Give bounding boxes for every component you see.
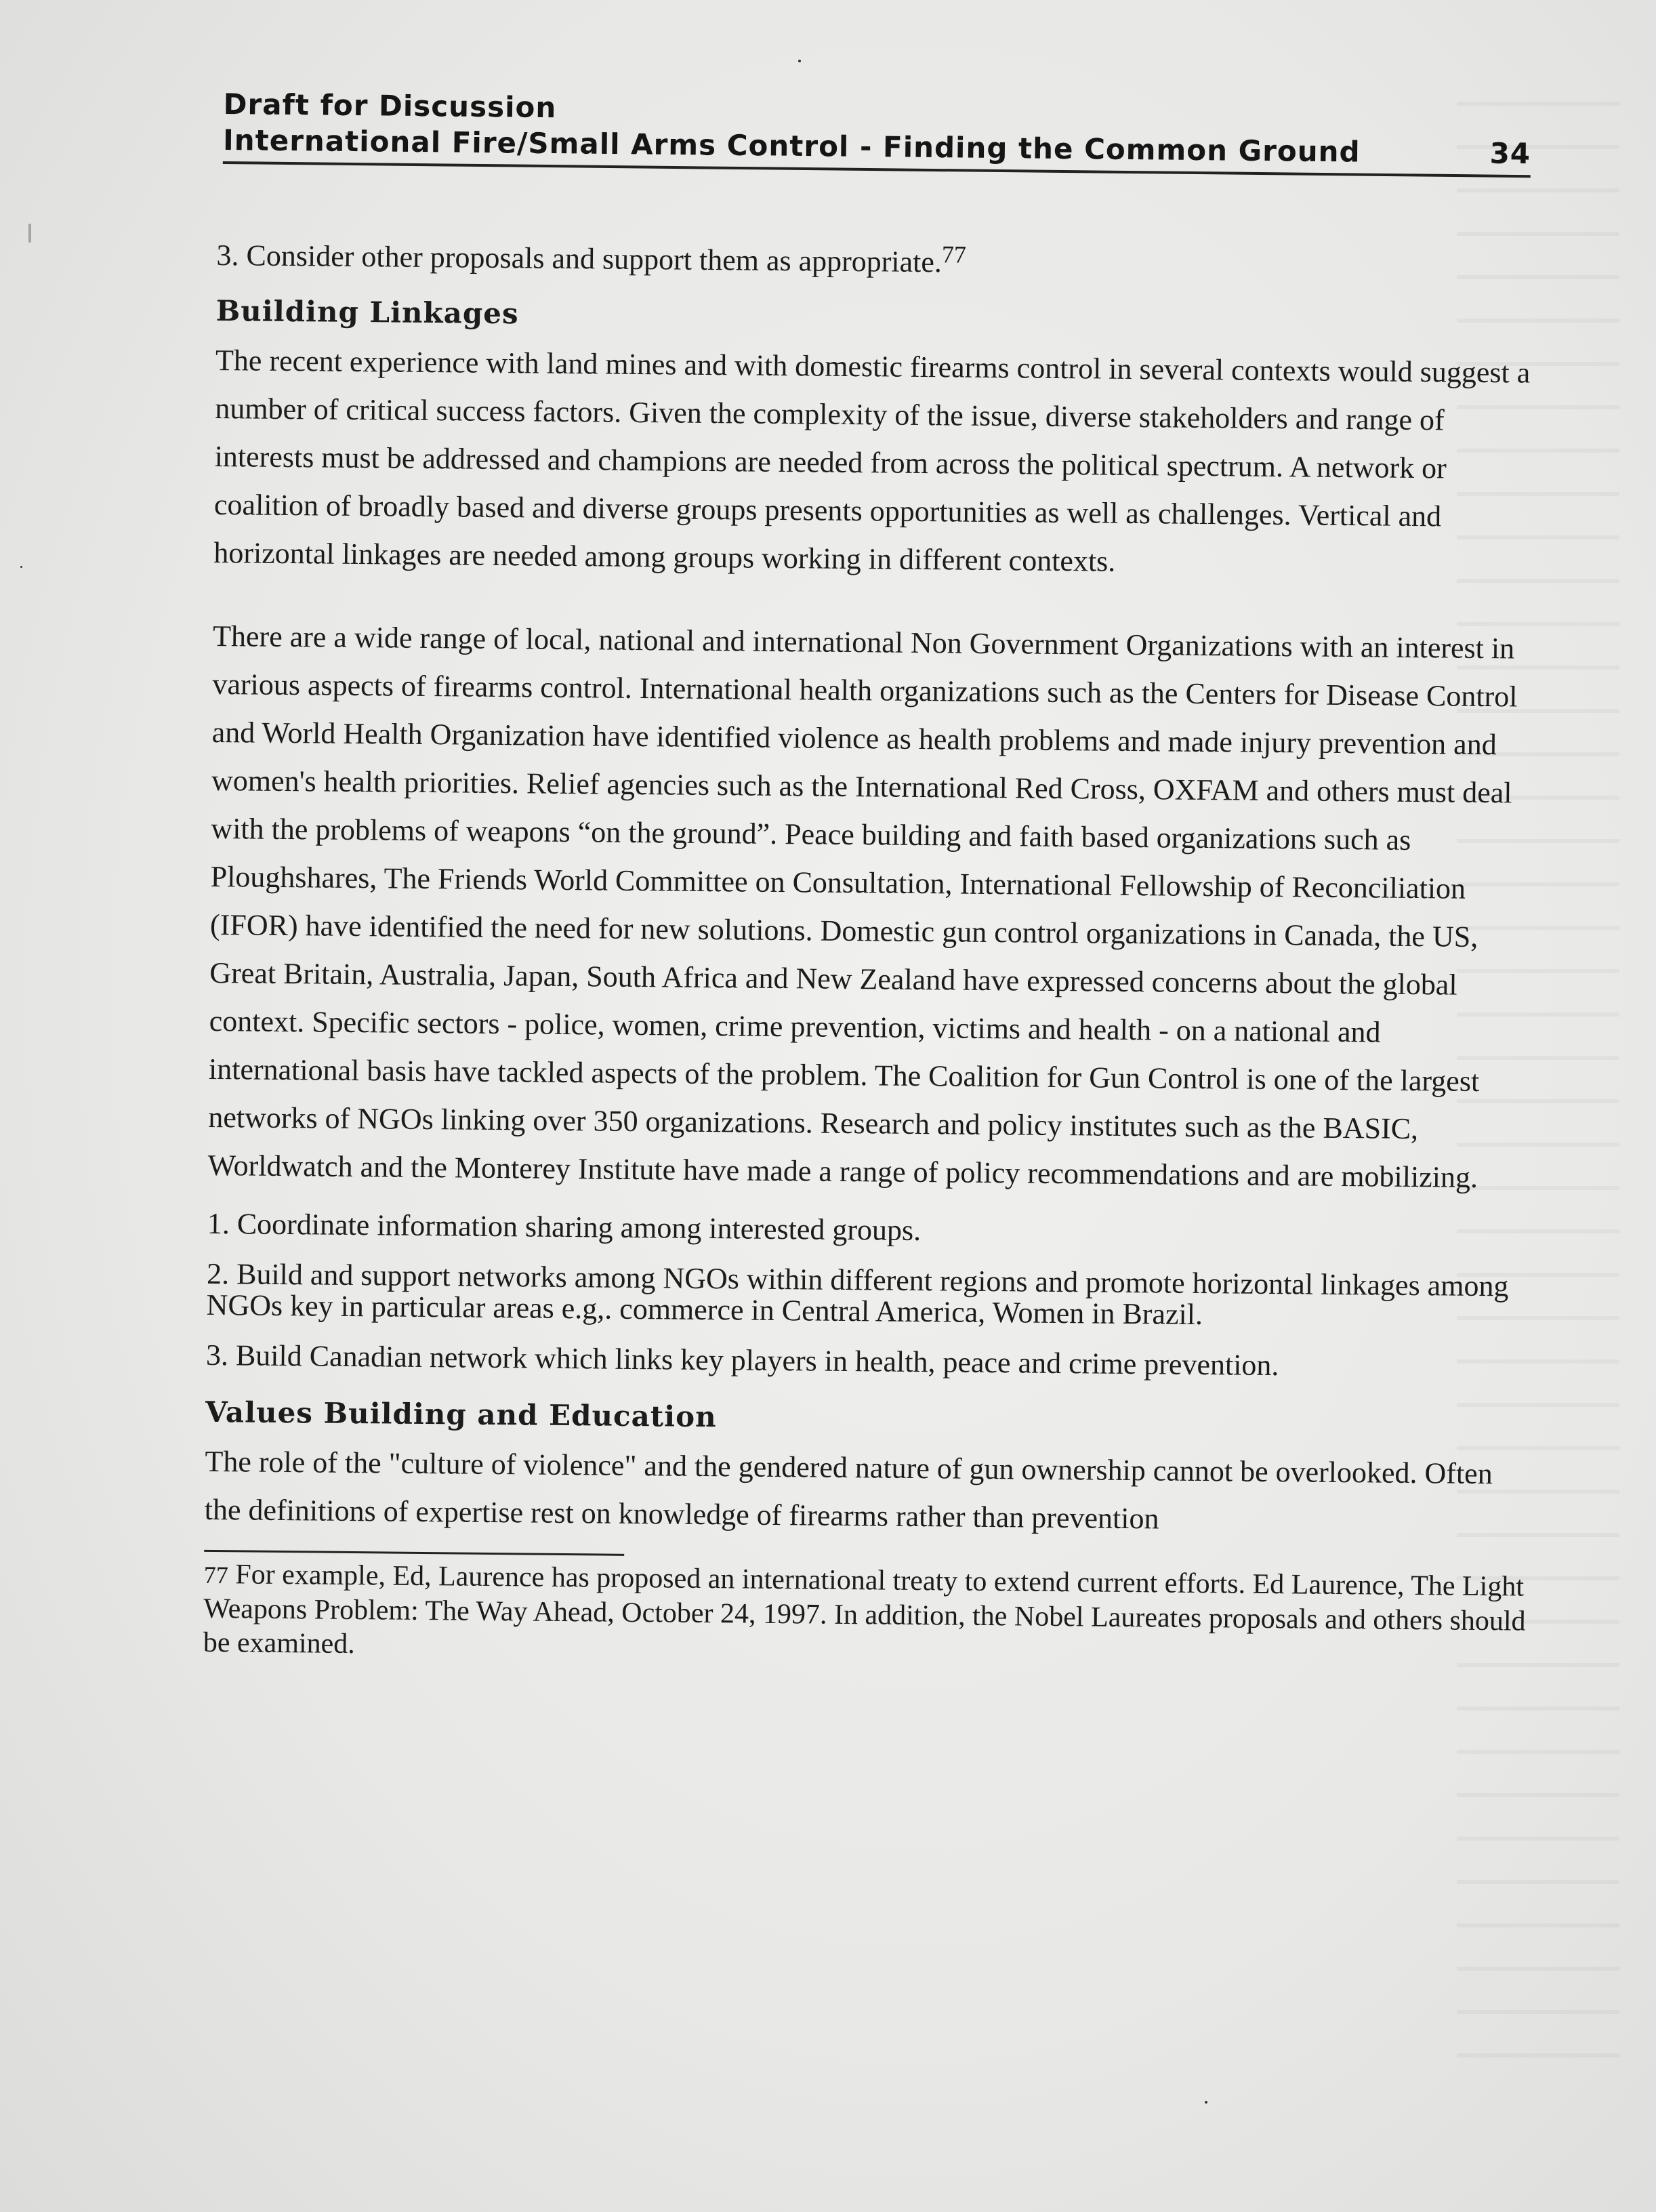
page-number: 34 [1489,136,1531,171]
scan-speck [28,224,31,243]
section-heading-values-building: Values Building and Education [205,1395,717,1434]
scan-speck [798,60,801,62]
footnote-text: For example, Ed, Laurence has proposed an international treaty to extend current efforts. Ed Laurence, The Light Weapons Problem: The Way Ahead, October 24, 1997. In addition, the Nobel Laureates proposals and others should be examined. [203,1559,1526,1660]
footnote-rule [204,1550,624,1556]
paragraph-critical-success-factors: The recent experience with land mines and with domestic firearms control in several contexts would suggest a number of critical success factors. Given the complexity of the issue, diverse stakeholders and range of interests must be addressed and champions are needed from across the political spectrum. A network or coalition of broadly based and diverse groups presents opportunities as well as challenges. Vertical and horizontal linkages are needed among groups working in different contexts. [213,343,1531,578]
footnote [203,1557,1532,1673]
scan-speck [20,566,22,568]
document-body [203,224,1545,1673]
consider-proposals-item [216,224,1545,292]
page-header [223,85,1531,178]
list-item: 2. Build and support networks among NGOs within different regions and promote horizontal linkages among NGOs key in particular areas e.g,. commerce in Central America, Women in Brazil. [206,1256,1509,1332]
header-draft-label: Draft for Discussion [223,87,557,125]
consider-proposals-text: 3. Consider other proposals and support them as appropriate. [216,238,943,279]
section-heading-building-linkages: Building Linkages [215,293,519,331]
scan-speck [1205,2101,1207,2104]
header-title: International Fire/Small Arms Control - Finding the Common Ground [222,123,1361,169]
footnote-number: 77 [203,1561,229,1589]
paragraph-ngo-landscape: There are a wide range of local, national and international Non Government Organizations with an interest in various aspects of firearms control. International health organizations such as the Centers for Disease Control and World Health Organization have identified violence as health problems and made injury prevention and women's health priorities. Relief agencies such as the International Red Cross, OXFAM and others must deal with the problems of weapons “on the ground”. Peace building and faith based organizations such as Ploughshares, The Friends World Committee on Consultation, International Fellowship of Reconciliation (IFOR) have identified the need for new solutions. Domestic gun control organizations in Canada, the US, Great Britain, Australia, Japan, South Africa and New Zealand have expressed concerns about the global context. Specific sectors - police, women, crime prevention, victims and health - on a national and international basis have tackled aspects of the problem. The Coalition for Gun Control is one of the largest networks of NGOs linking over 350 organizations. Research and policy institutes such as the BASIC, Worldwatch and the Monterey Institute have made a range of policy recommendations and are mobilizing. [207,619,1518,1194]
paragraph-culture-of-violence: The role of the "culture of violence" and the gendered nature of gun ownership cannot be overlooked. Often the definitions of expertise rest on knowledge of firearms rather than prevention [204,1444,1493,1536]
list-item: 1. Coordinate information sharing among interested groups. [207,1206,922,1248]
footnote-reference: 77 [941,241,967,268]
list-item: 3. Build Canadian network which links key players in health, peace and crime prevention. [205,1338,1279,1382]
